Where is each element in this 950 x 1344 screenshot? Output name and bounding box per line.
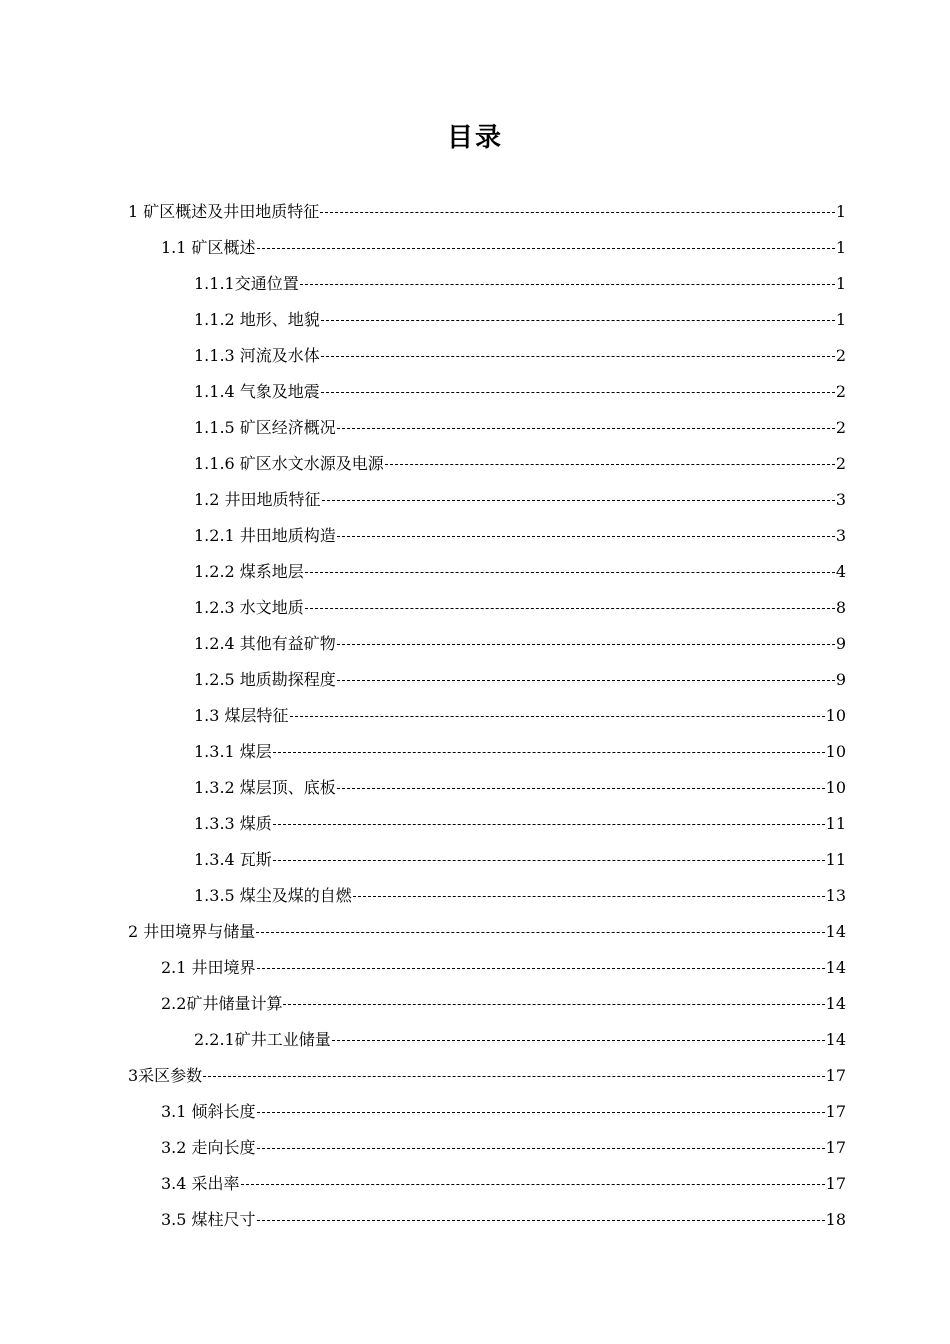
toc-leader-dashes bbox=[322, 500, 835, 501]
toc-entry[interactable] bbox=[194, 806, 846, 842]
toc-entry-page-number: 18 bbox=[825, 1210, 846, 1229]
toc-leader-dashes bbox=[273, 860, 825, 861]
toc-entry[interactable] bbox=[194, 518, 846, 554]
toc-entry-label: 1 矿区概述及井田地质特征 bbox=[128, 202, 320, 221]
toc-leader-dashes bbox=[321, 356, 835, 357]
toc-entry-label: 2 井田境界与储量 bbox=[128, 922, 256, 941]
toc-entry[interactable] bbox=[194, 842, 846, 878]
toc-entry[interactable] bbox=[161, 986, 846, 1022]
toc-entry-label: 1.2.4 其他有益矿物 bbox=[194, 634, 336, 653]
toc-entry-page-number: 14 bbox=[825, 994, 846, 1013]
toc-entry-page-number: 17 bbox=[825, 1138, 846, 1157]
toc-entry-label: 3.2 走向长度 bbox=[161, 1138, 256, 1157]
toc-entry-page-number: 1 bbox=[835, 202, 846, 221]
toc-leader-dashes bbox=[353, 896, 825, 897]
toc-entry-page-number: 10 bbox=[825, 742, 846, 761]
toc-entry[interactable] bbox=[194, 266, 846, 302]
toc-leader-dashes bbox=[305, 608, 835, 609]
toc-entry[interactable] bbox=[194, 626, 846, 662]
toc-entry-page-number: 9 bbox=[835, 634, 846, 653]
toc-entry-label: 1.3 煤层特征 bbox=[194, 706, 289, 725]
toc-entry[interactable] bbox=[194, 302, 846, 338]
toc-leader-dashes bbox=[337, 644, 835, 645]
toc-leader-dashes bbox=[320, 212, 835, 213]
toc-entry-page-number: 10 bbox=[825, 706, 846, 725]
toc-entry-label: 3采区参数 bbox=[128, 1066, 203, 1085]
toc-entry-page-number: 14 bbox=[825, 1030, 846, 1049]
toc-entry-label: 3.1 倾斜长度 bbox=[161, 1102, 256, 1121]
toc-entry[interactable] bbox=[194, 482, 846, 518]
toc-entry[interactable] bbox=[161, 1202, 846, 1238]
toc-entry-label: 1.3.2 煤层顶、底板 bbox=[194, 778, 336, 797]
toc-entry-page-number: 3 bbox=[835, 526, 846, 545]
toc-entry-page-number: 2 bbox=[835, 346, 846, 365]
toc-entry-page-number: 17 bbox=[825, 1066, 846, 1085]
toc-entry-label: 1.1.2 地形、地貌 bbox=[194, 310, 320, 329]
toc-entry[interactable] bbox=[194, 734, 846, 770]
toc-leader-dashes bbox=[257, 968, 825, 969]
toc-entry[interactable] bbox=[194, 698, 846, 734]
toc-entry-page-number: 17 bbox=[825, 1102, 846, 1121]
toc-leader-dashes bbox=[257, 1220, 825, 1221]
toc-entry-page-number: 13 bbox=[825, 886, 846, 905]
page-title: 目录 bbox=[446, 123, 503, 153]
toc-entry[interactable] bbox=[194, 1022, 846, 1058]
toc-leader-dashes bbox=[321, 320, 835, 321]
toc-leader-dashes bbox=[337, 536, 835, 537]
toc-leader-dashes bbox=[283, 1004, 824, 1005]
toc-leader-dashes bbox=[321, 392, 835, 393]
toc-entry-page-number: 11 bbox=[825, 814, 846, 833]
toc-entry-label: 1.2.2 煤系地层 bbox=[194, 562, 304, 581]
toc-entry-label: 1.3.5 煤尘及煤的自燃 bbox=[194, 886, 352, 905]
toc-entry-page-number: 1 bbox=[835, 274, 846, 293]
toc-entry-label: 2.1 井田境界 bbox=[161, 958, 256, 977]
toc-entry-label: 1.2.3 水文地质 bbox=[194, 598, 304, 617]
toc-entry-page-number: 2 bbox=[835, 454, 846, 473]
toc-entry-page-number: 11 bbox=[825, 850, 846, 869]
toc-entry-label: 1.2.1 井田地质构造 bbox=[194, 526, 336, 545]
toc-entry[interactable] bbox=[194, 554, 846, 590]
toc-entry-page-number: 17 bbox=[825, 1174, 846, 1193]
toc-entry-label: 1.3.1 煤层 bbox=[194, 742, 272, 761]
toc-entry[interactable] bbox=[128, 914, 846, 950]
toc-entry-page-number: 4 bbox=[835, 562, 846, 581]
toc-entry[interactable] bbox=[161, 1130, 846, 1166]
toc-entry[interactable] bbox=[194, 338, 846, 374]
toc-entry-label: 1.1.5 矿区经济概况 bbox=[194, 418, 336, 437]
toc-leader-dashes bbox=[273, 752, 825, 753]
toc-entry[interactable] bbox=[161, 950, 846, 986]
toc-entry-label: 1.1.4 气象及地震 bbox=[194, 382, 320, 401]
toc-leader-dashes bbox=[256, 932, 824, 933]
toc-leader-dashes bbox=[305, 572, 835, 573]
toc-entry-page-number: 8 bbox=[835, 598, 846, 617]
toc-entry-label: 1.1.1交通位置 bbox=[194, 274, 299, 293]
toc-entry[interactable] bbox=[194, 662, 846, 698]
toc-leader-dashes bbox=[337, 428, 835, 429]
toc-entry-label: 1.1.6 矿区水文水源及电源 bbox=[194, 454, 384, 473]
toc-entry[interactable] bbox=[194, 878, 846, 914]
toc-entry[interactable] bbox=[194, 374, 846, 410]
toc-entry[interactable] bbox=[128, 1058, 846, 1094]
toc-leader-dashes bbox=[257, 1112, 825, 1113]
toc-entry-page-number: 2 bbox=[835, 418, 846, 437]
toc-entry[interactable] bbox=[161, 1166, 846, 1202]
toc-leader-dashes bbox=[337, 788, 825, 789]
toc-leader-dashes bbox=[257, 248, 835, 249]
toc-entry[interactable] bbox=[194, 590, 846, 626]
toc-leader-dashes bbox=[203, 1076, 824, 1077]
toc-leader-dashes bbox=[273, 824, 825, 825]
toc-entry-page-number: 3 bbox=[835, 490, 846, 509]
toc-entry[interactable] bbox=[194, 770, 846, 806]
toc-entry-label: 1.1.3 河流及水体 bbox=[194, 346, 320, 365]
toc-entry-label: 3.4 采出率 bbox=[161, 1174, 240, 1193]
toc-leader-dashes bbox=[257, 1148, 825, 1149]
toc-leader-dashes bbox=[241, 1184, 825, 1185]
toc-entry-label: 1.2.5 地质勘探程度 bbox=[194, 670, 336, 689]
toc-entry[interactable] bbox=[194, 446, 846, 482]
toc-leader-dashes bbox=[300, 284, 835, 285]
toc-leader-dashes bbox=[385, 464, 835, 465]
toc-entry-page-number: 14 bbox=[825, 958, 846, 977]
toc-entry-label: 2.2.1矿井工业储量 bbox=[194, 1030, 331, 1049]
toc-entry-page-number: 14 bbox=[825, 922, 846, 941]
toc-entry-page-number: 9 bbox=[835, 670, 846, 689]
toc-entry[interactable] bbox=[161, 230, 846, 266]
toc-leader-dashes bbox=[337, 680, 835, 681]
toc-entry-label: 1.1 矿区概述 bbox=[161, 238, 256, 257]
toc-entry-label: 1.3.4 瓦斯 bbox=[194, 850, 272, 869]
toc-leader-dashes bbox=[290, 716, 825, 717]
toc-entry-label: 1.2 井田地质特征 bbox=[194, 490, 321, 509]
toc-entry-page-number: 1 bbox=[835, 310, 846, 329]
toc-entry-label: 3.5 煤柱尺寸 bbox=[161, 1210, 256, 1229]
toc-entry-page-number: 10 bbox=[825, 778, 846, 797]
toc-entry[interactable] bbox=[194, 410, 846, 446]
toc-entry[interactable] bbox=[128, 194, 846, 230]
toc-entry[interactable] bbox=[161, 1094, 846, 1130]
toc-leader-dashes bbox=[332, 1040, 825, 1041]
toc-entry-page-number: 2 bbox=[835, 382, 846, 401]
toc-entry-page-number: 1 bbox=[835, 238, 846, 257]
toc-entry-label: 2.2矿井储量计算 bbox=[161, 994, 283, 1013]
toc-entry-label: 1.3.3 煤质 bbox=[194, 814, 272, 833]
